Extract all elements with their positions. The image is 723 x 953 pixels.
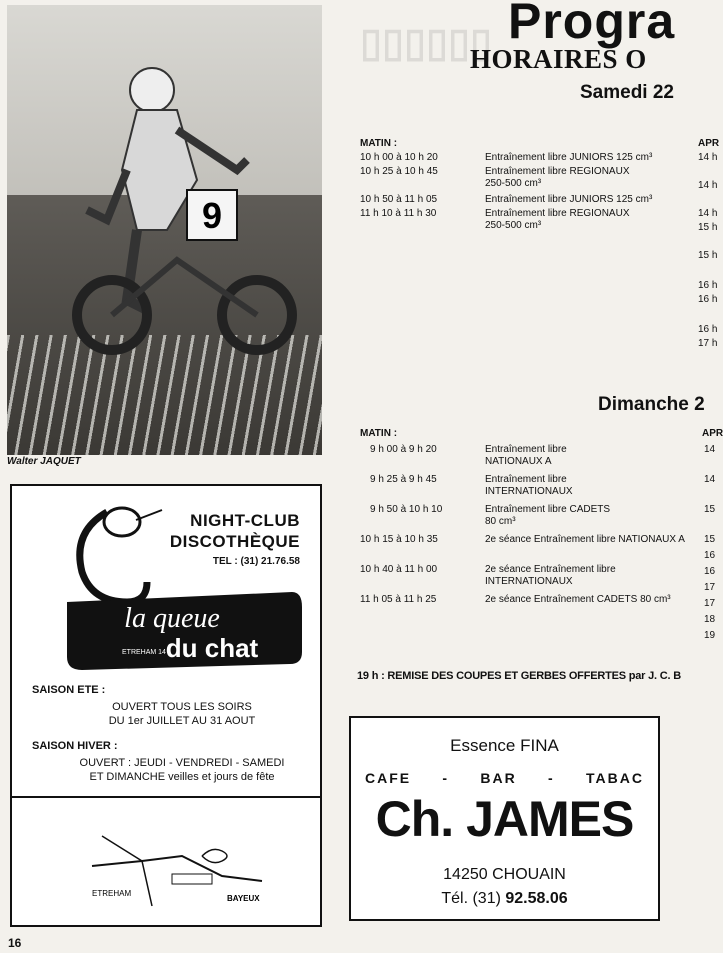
- sun-apres-4: 16: [704, 550, 716, 561]
- sat-apres-3: 15 h: [698, 222, 718, 233]
- sun-apres-6: 17: [704, 582, 716, 593]
- program-subtitle: HORAIRES O: [470, 44, 647, 74]
- sat-apres-2: 14 h: [698, 208, 718, 219]
- winter-text: OUVERT : JEUDI - VENDREDI - SAMEDI ET DIMANCHE veilles et jours de fête: [79, 757, 285, 783]
- sun-apres-2: 15: [704, 504, 716, 515]
- rider-illustration: [67, 60, 297, 380]
- apres-label: APR: [698, 138, 720, 149]
- rider-body: [122, 110, 197, 230]
- sat-apres-8: 17 h: [698, 338, 718, 349]
- fuel-brand: Essence FINA: [450, 736, 559, 755]
- ad-divider: [12, 796, 320, 798]
- sat-apres-7: 16 h: [698, 324, 718, 335]
- program-title: Progra: [508, 0, 676, 49]
- sunday-heading: Dimanche 2: [598, 394, 705, 415]
- matin-label: MATIN :: [360, 138, 398, 149]
- helmet-icon: [130, 68, 174, 112]
- map-label-bayeux: BAYEUX: [227, 894, 260, 903]
- sat-apres-4: 15 h: [698, 250, 718, 261]
- sun-apres-1: 14: [704, 474, 716, 485]
- matin-label-sunday: MATIN :: [360, 428, 398, 439]
- james-ad: [349, 716, 660, 921]
- cat-logo: [52, 492, 312, 677]
- location-map: [82, 816, 272, 916]
- sunday-schedule: MATIN : 9 h 00 à 9 h 20 Entraînement libre NATIONAUX A 9 h 25 à 9 h 45 Entraînement libre INTERNATIONAUX 9 h 50 à 10 h 10 Entraînement libre CADETS 80 cm³ 10 h 15 à 10 h 35 2e séance Entraînement libre NATIONAUX A 10 h 40 à 11 h 00 2e séance Entraînement libre INTERNATIONAUX 11 h 05 à 11 h 25 2e séance Entraînement CADETS 80 cm³: [360, 428, 685, 605]
- bib-number: 9: [201, 195, 223, 236]
- sat-apres-1: 14 h: [698, 180, 718, 191]
- sun-apres-8: 18: [704, 614, 716, 625]
- cigarette-icon: [136, 510, 162, 520]
- summer-text: OUVERT TOUS LES SOIRS DU 1er JUILLET AU 31 AOUT: [108, 701, 256, 727]
- rider-arm-left: [87, 170, 127, 220]
- sat-apres-5: 16 h: [698, 280, 718, 291]
- logo-text-2: du chat: [165, 633, 259, 663]
- business-name: Ch. JAMES: [375, 791, 634, 847]
- background-texture: ▯▯▯▯▯▯: [360, 21, 493, 65]
- sun-apres-5: 16: [704, 566, 716, 577]
- trophy-ceremony-line: 19 h : REMISE DES COUPES ET GERBES OFFERTES par J. C. B: [357, 670, 681, 682]
- summer-heading: SAISON ETE :: [32, 684, 106, 696]
- saturday-schedule: MATIN : 10 h 00 à 10 h 20 Entraînement libre JUNIORS 125 cm³ 10 h 25 à 10 h 45 Entraînement libre REGIONAUX 250-500 cm³ 10 h 50 à 11 h 05 Entraînement libre JUNIORS 125 cm³ 11 h 10 à 11 h 30 Entraînement libre REGIONAUX 250-500 cm³: [360, 138, 653, 231]
- sat-apres-0: 14 h: [698, 152, 718, 163]
- map-label-etreham: ETREHAM: [92, 889, 132, 898]
- winter-heading: SAISON HIVER :: [32, 740, 118, 752]
- map-roundabout: [202, 849, 227, 862]
- business-phone: Tél. (31) 92.58.06: [441, 890, 568, 907]
- photo-caption: Walter JAQUET: [7, 456, 81, 467]
- sun-apres-9: 19: [704, 630, 716, 641]
- club-phone: TEL : (31) 21.76.58: [212, 556, 300, 567]
- apres-label-sunday: APR: [702, 428, 723, 439]
- business-city: 14250 CHOUAIN: [443, 866, 566, 883]
- map-marker: [172, 874, 212, 884]
- sun-apres-3: 15: [704, 534, 716, 545]
- club-title: NIGHT-CLUB DISCOTHÈQUE: [169, 511, 300, 551]
- saturday-heading: Samedi 22: [580, 82, 674, 103]
- services-line: CAFE - BAR - TABAC: [365, 770, 644, 786]
- sat-apres-6: 16 h: [698, 294, 718, 305]
- logo-place: ETREHAM 14: [122, 649, 166, 656]
- sun-apres-0: 14: [704, 444, 716, 455]
- cat-head-icon: [104, 508, 140, 536]
- sun-apres-7: 17: [704, 598, 716, 609]
- page-number: 16: [8, 936, 22, 950]
- motocross-photo: [7, 5, 322, 449]
- logo-text-1: la queue: [124, 603, 220, 634]
- nightclub-ad: [10, 484, 322, 927]
